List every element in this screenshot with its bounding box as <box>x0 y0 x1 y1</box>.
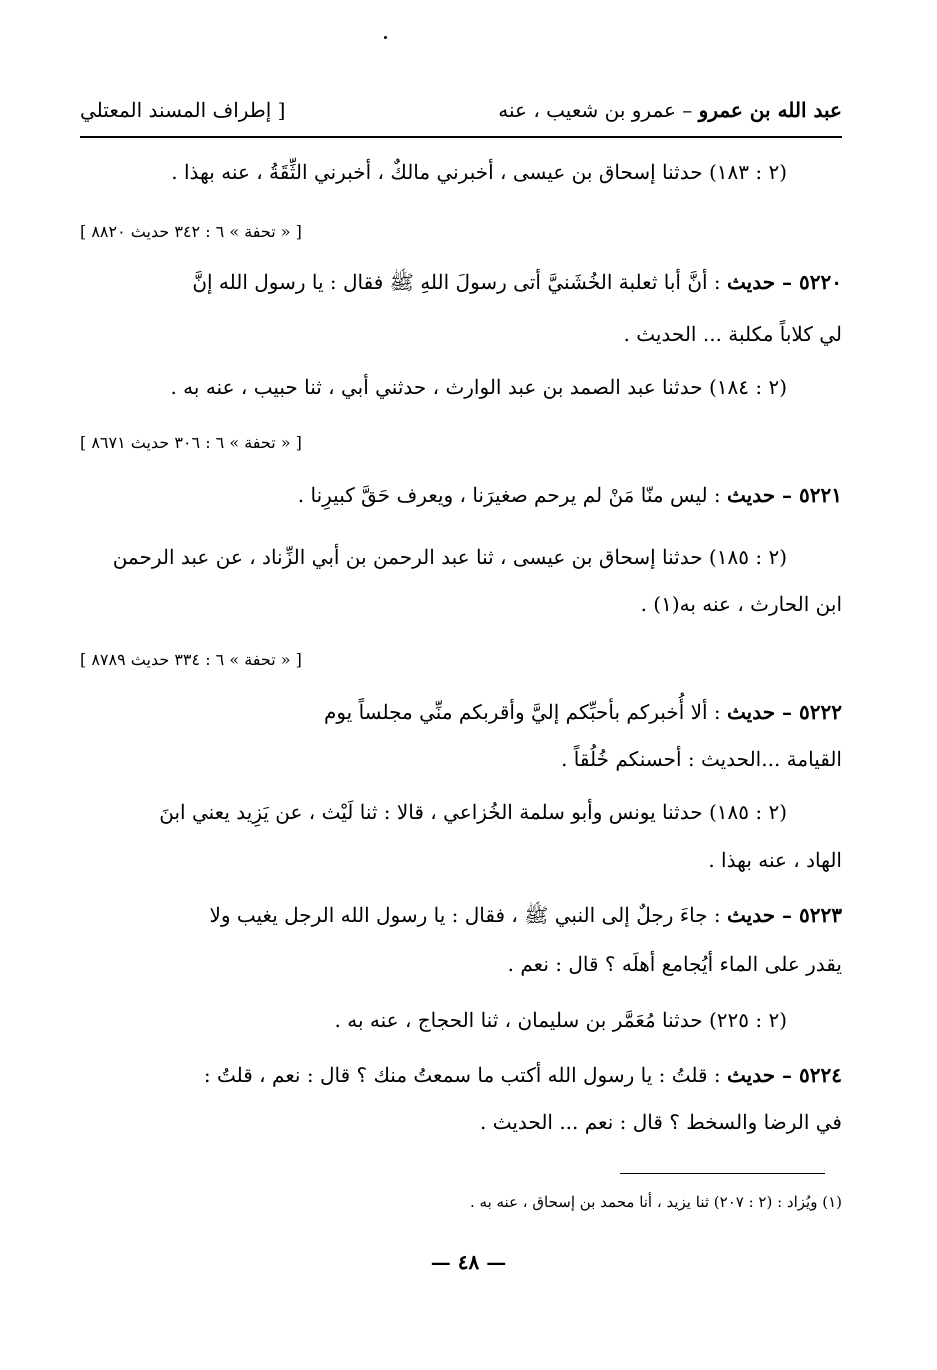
isnad-line-cont: ابن الحارث ، عنه به(١) . <box>640 592 842 616</box>
hadith-text: : قلتُ : يا رسول الله أكتب ما سمعتُ منك ؟ قال : نعم ، قلتُ : <box>203 1063 728 1087</box>
hadith-5221 <box>80 483 842 507</box>
hadith-text: : أنَّ أبا ثعلبة الخُشَنيَّ أتى رسولَ اللهِ ﷺ فقال : يا رسول الله إنَّ <box>192 270 728 294</box>
hadith-5220-cont: لي كلاباً مكلبة ... الحديث . <box>623 322 842 346</box>
page-number: — ٤٨ — <box>430 1250 507 1274</box>
hadith-5223-cont: يقدر على الماء أيُجامع أهلَه ؟ قال : نعم . <box>507 952 842 976</box>
tuhfa-reference: [ « تحفة » ٦ : ٣٣٤ حديث ٨٧٨٩ ] <box>80 650 302 669</box>
hadith-5223 <box>80 903 842 932</box>
isnad-line: (٢ : ١٨٤) حدثنا عبد الصمد بن عبد الوارث ، حدثني أبي ، ثنا حبيب ، عنه به . <box>170 375 787 399</box>
hadith-text: : جاءَ رجلٌ إلى النبي ﷺ ، فقال : يا رسول الله الرجل يغيب ولا <box>209 903 728 927</box>
hadith-5222 <box>80 700 842 724</box>
isnad-line: (٢ : ٢٢٥) حدثنا مُعَمَّر بن سليمان ، ثنا الحجاج ، عنه به . <box>334 1008 787 1032</box>
tuhfa-reference: [ « تحفة » ٦ : ٣٠٦ حديث ٨٦٧١ ] <box>80 433 302 452</box>
header-book-title: [ إطراف المسند المعتلي <box>80 98 286 122</box>
hadith-text: : ليس منّا مَنْ لم يرحم صغيرَنا ، ويعرف حَقَّ كبيرِنا . <box>297 483 728 507</box>
hadith-number: ٥٢٢٢ – حديث <box>727 700 842 724</box>
isnad-line: (٢ : ١٨٣) حدثنا إسحاق بن عيسى ، أخبرني مالكٌ ، أخبرني الثِّقَةُ ، عنه بهذا . <box>171 160 787 184</box>
isnad-line: (٢ : ١٨٥) حدثنا إسحاق بن عيسى ، ثنا عبد الرحمن بن أبي الزِّناد ، عن عبد الرحمن <box>112 545 787 569</box>
hadith-text: : ألا أُخبركم بأحبِّكم إليَّ وأقربكم منِّي مجلساً يوم <box>323 700 728 724</box>
tuhfa-reference: [ « تحفة » ٦ : ٣٤٢ حديث ٨٨٢٠ ] <box>80 222 302 241</box>
header-title <box>498 98 842 122</box>
top-dot <box>384 36 387 39</box>
isnad-line-cont: الهاد ، عنه بهذا . <box>708 848 842 872</box>
hadith-number: ٥٢٢٤ – حديث <box>727 1063 842 1087</box>
footnote: (١) ويُزاد : (٢ : ٢٠٧) ثنا يزيد ، أنا محمد بن إسحاق ، عنه به . <box>469 1193 842 1211</box>
hadith-5224 <box>80 1063 842 1087</box>
header-title-rest: – عمرو بن شعيب ، عنه <box>498 98 699 122</box>
running-header <box>80 90 842 130</box>
hadith-number: ٥٢٢١ – حديث <box>727 483 842 507</box>
isnad-line: (٢ : ١٨٥) حدثنا يونس وأبو سلمة الخُزاعي ، قالا : ثنا لَيْث ، عن يَزِيد يعني ابنَ <box>159 800 787 824</box>
footnote-rule <box>620 1173 825 1174</box>
header-rule <box>80 136 842 138</box>
hadith-number: ٥٢٢٠ – حديث <box>727 270 842 294</box>
hadith-5220 <box>80 270 842 299</box>
hadith-number: ٥٢٢٣ – حديث <box>727 903 842 927</box>
hadith-5222-cont: القيامة ...الحديث : أحسنكم خُلُقاً . <box>561 747 842 771</box>
hadith-5224-cont: في الرضا والسخط ؟ قال : نعم ... الحديث . <box>479 1110 842 1134</box>
header-title-bold: عبد الله بن عمرو <box>698 98 842 122</box>
